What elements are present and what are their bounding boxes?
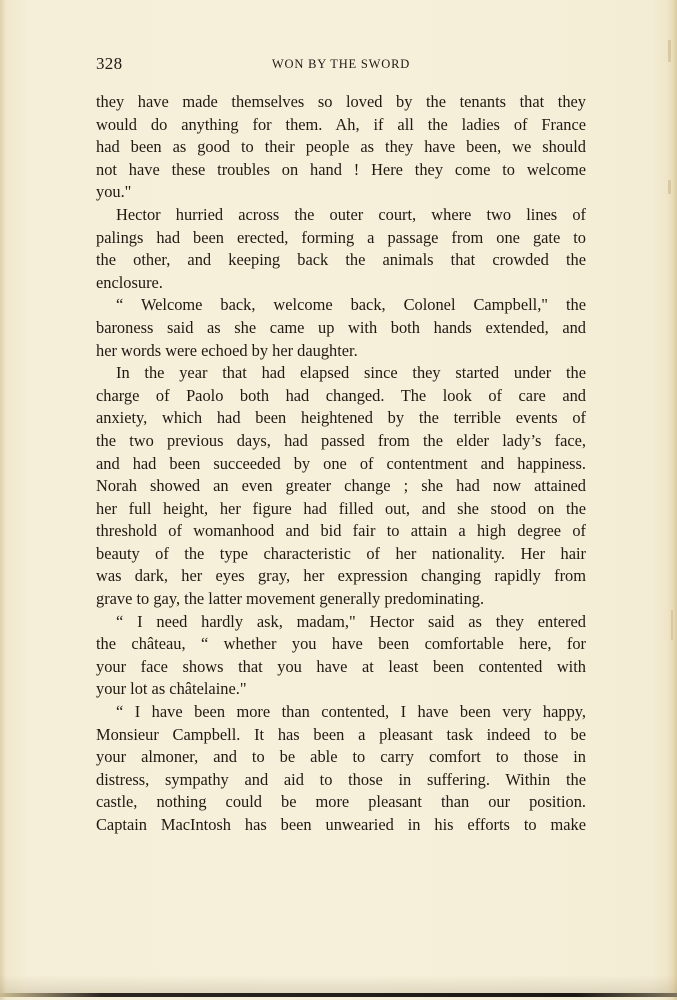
text-line: her full height, her figure had filled out, and she stood on the [96,498,586,518]
page-bottom-shadow [0,975,677,993]
text-line: would do anything for them. Ah, if all the ladies of France [96,114,586,134]
text-line: “ Welcome back, welcome back, Colonel Campbell," the [116,295,586,315]
text-line: they have made themselves so loved by the tenants that they [96,92,586,111]
text-line: the other, and keeping back the animals that crowded the [96,250,586,270]
text-line: charge of Paolo both had changed. The look of care and [96,385,586,405]
text-line: beauty of the type characteristic of her nationality. Her hair [96,543,586,563]
text-line: distress, sympathy and aid to those in suffering. Within the [96,769,586,789]
page-number: 328 [96,54,123,73]
margin-mark [671,610,673,640]
text-line: Monsieur Campbell. It has been a pleasant task indeed to be [96,724,586,744]
text-line: anxiety, which had been heightened by the terrible events of [96,408,586,428]
text-line: you." [96,182,132,202]
page-header [96,54,586,78]
text-line: not have these troubles on hand ! Here they come to welcome [96,159,586,179]
text-line: Norah showed an even greater change ; she had now attained [96,476,586,496]
text-line: her words were echoed by her daughter. [96,340,358,360]
text-line: Captain MacIntosh has been unwearied in his efforts to make [96,815,586,834]
text-line: had been as good to their people as they have been, we should [96,137,586,157]
text-line: your lot as châtelaine." [96,679,247,699]
page-right-edge [667,0,677,1000]
text-line: grave to gay, the latter movement generally predominating. [96,589,485,609]
text-line: baroness said as she came up with both hands extended, and [96,317,586,337]
text-line: was dark, her eyes gray, her expression changing rapidly from [96,566,586,586]
text-line: and had been succeeded by one of contentment and happiness. [96,453,586,473]
text-line: castle, nothing could be more pleasant than our position. [96,792,586,812]
margin-mark [668,40,671,62]
page-left-edge [0,0,6,1000]
page-bottom-edge [0,993,677,997]
text-line: palings had been erected, forming a passage from one gate to [96,227,586,247]
text-line: threshold of womanhood and bid fair to attain a high degree of [96,521,586,541]
text-line: Hector hurried across the outer court, where two lines of [116,204,586,224]
text-line: your almoner, and to be able to carry comfort to those in [96,747,586,767]
text-line: the château, “ whether you have been comfortable here, for [96,634,586,654]
text-line: enclosure. [96,272,163,292]
text-line: your face shows that you have at least been contented with [96,656,586,676]
text-line: “ I need hardly ask, madam," Hector said as they entered [116,611,586,631]
margin-mark [668,180,671,194]
text-line: “ I have been more than contented, I have been very happy, [116,702,586,722]
running-head: WON BY THE SWORD [271,57,411,71]
text-line: In the year that had elapsed since they started under the [116,363,586,383]
text-line: the two previous days, had passed from the elder lady’s face, [96,430,586,450]
body-text [96,91,586,837]
